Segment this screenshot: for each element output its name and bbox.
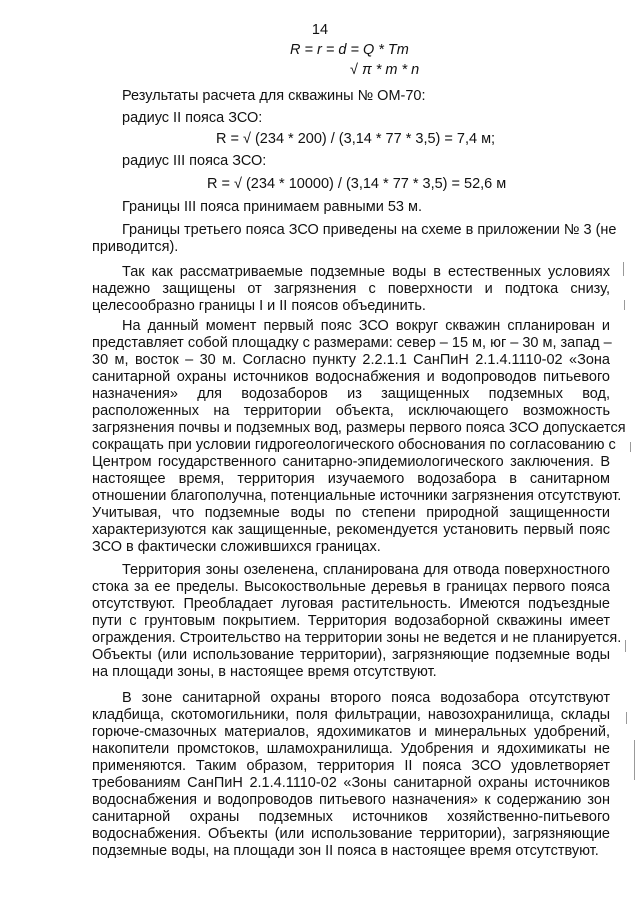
text-line: загрязнения почвы и подземных вод, размеры первого пояса ЗСО допускается <box>92 420 626 436</box>
text-line: Так как рассматриваемые подземные воды в естественных условиях <box>122 264 610 280</box>
text-line: назначения» для водозаборов из защищенных подземных вод, <box>92 386 610 402</box>
text-line: кладбища, скотомогильники, поля фильтрации, навозохранилища, склады <box>92 707 610 723</box>
text-line: ЗСО в фактически сложившихся границах. <box>92 539 381 555</box>
scan-margin-mark <box>623 262 624 276</box>
text-line: санитарной охраны источников водоснабжения и водопроводов питьевого <box>92 369 610 385</box>
radius3-label: радиус III пояса ЗСО: <box>122 153 267 169</box>
text-line: расположенных на территории объекта, исключающего возможность <box>92 403 610 419</box>
text-line: подземные воды, на площади зон II пояса в настоящее время отсутствуют. <box>92 843 599 859</box>
text-line: водоснабжения и водопроводов питьевого назначения» к содержанию зон <box>92 792 610 808</box>
text-line: надежно защищены от загрязнения с поверхности и подтока снизу, <box>92 281 610 297</box>
text-line: Территория зоны озеленена, спланирована для отвода поверхностного <box>122 562 610 578</box>
text-line: ограждения. Строительство на территории зоны не ведется и не планируется. <box>92 630 622 646</box>
text-line: настоящее время, территория изучаемого водозабора в санитарном <box>92 471 610 487</box>
text-line: отношении благополучна, потенциальные источники загрязнения отсутствуют. <box>92 488 622 504</box>
text-line: горюче-смазочных материалов, ядохимикатов и минеральных удобрений, <box>92 724 610 740</box>
text-line: В зоне санитарной охраны второго пояса водозабора отсутствуют <box>122 690 610 706</box>
radius3-formula: R = √ (234 * 10000) / (3,14 * 77 * 3,5) = 52,6 м <box>207 176 507 192</box>
radius2-formula: R = √ (234 * 200) / (3,14 * 77 * 3,5) = 7,4 м; <box>216 131 496 147</box>
text-line: 30 м, восток – 30 м. Согласно пункту 2.2.1.1 СанПиН 2.1.4.1110-02 «Зона <box>92 352 610 368</box>
text-line: целесообразно границы I и II поясов объединить. <box>92 298 426 314</box>
formula-denominator: √ π * m * n <box>350 62 420 78</box>
text-line: санитарной охраны подземных источников хозяйственно-питьевого <box>92 809 610 825</box>
scan-margin-mark <box>625 640 626 652</box>
text-line: накопители промстоков, шламохранилища. Удобрения и ядохимикаты не <box>92 741 610 757</box>
scan-margin-mark <box>634 740 635 780</box>
text-line: Границы третьего пояса ЗСО приведены на схеме в приложении № 3 (не <box>122 222 617 238</box>
radius2-label: радиус II пояса ЗСО: <box>122 110 263 126</box>
text-line: отсутствуют. Преобладает луговая растительность. Имеются подъездные <box>92 596 610 612</box>
text-line: характеризуются как защищенные, рекомендуется установить первый пояс <box>92 522 610 538</box>
text-line: на площади зоны, в настоящее время отсутствуют. <box>92 664 437 680</box>
paragraph-iii-boundary: Границы III пояса принимаем равными 53 м. <box>122 199 422 215</box>
scan-margin-mark <box>626 712 627 724</box>
scan-margin-mark <box>624 300 625 310</box>
text-line: Центром государственного санитарно-эпидемиологического заключения. В <box>92 454 610 470</box>
text-line: пути с грунтовым покрытием. Территория водозаборной скважины имеет <box>92 613 610 629</box>
text-line: Учитывая, что подземные воды по степени природной защищенности <box>92 505 610 521</box>
results-heading: Результаты расчета для скважины № ОМ-70: <box>122 88 426 104</box>
text-line: сокращать при условии гидрогеологического обоснования по согласованию с <box>92 437 616 453</box>
text-line: приводится). <box>92 239 179 255</box>
text-line: стока за ее пределы. Высокоствольные деревья в границах первого пояса <box>92 579 610 595</box>
text-line: представляет собой площадку с размерами: север – 15 м, юг – 30 м, запад – <box>92 335 612 351</box>
scan-margin-mark <box>630 442 631 452</box>
text-line: Объекты (или использование территории), загрязняющие подземные воды <box>92 647 610 663</box>
formula-numerator: R = r = d = Q * Tm <box>290 42 409 58</box>
text-line: На данный момент первый пояс ЗСО вокруг скважин спланирован и <box>122 318 610 334</box>
page-number: 14 <box>311 22 329 38</box>
radius-formula <box>290 40 419 80</box>
text-line: применяются. Таким образом, территория II пояса ЗСО удовлетворяет <box>92 758 610 774</box>
text-line: водоснабжения. Объекты (или использование территории), загрязняющие <box>92 826 610 842</box>
text-line: требованиям СанПиН 2.1.4.1110-02 «Зоны санитарной охраны источников <box>92 775 610 791</box>
